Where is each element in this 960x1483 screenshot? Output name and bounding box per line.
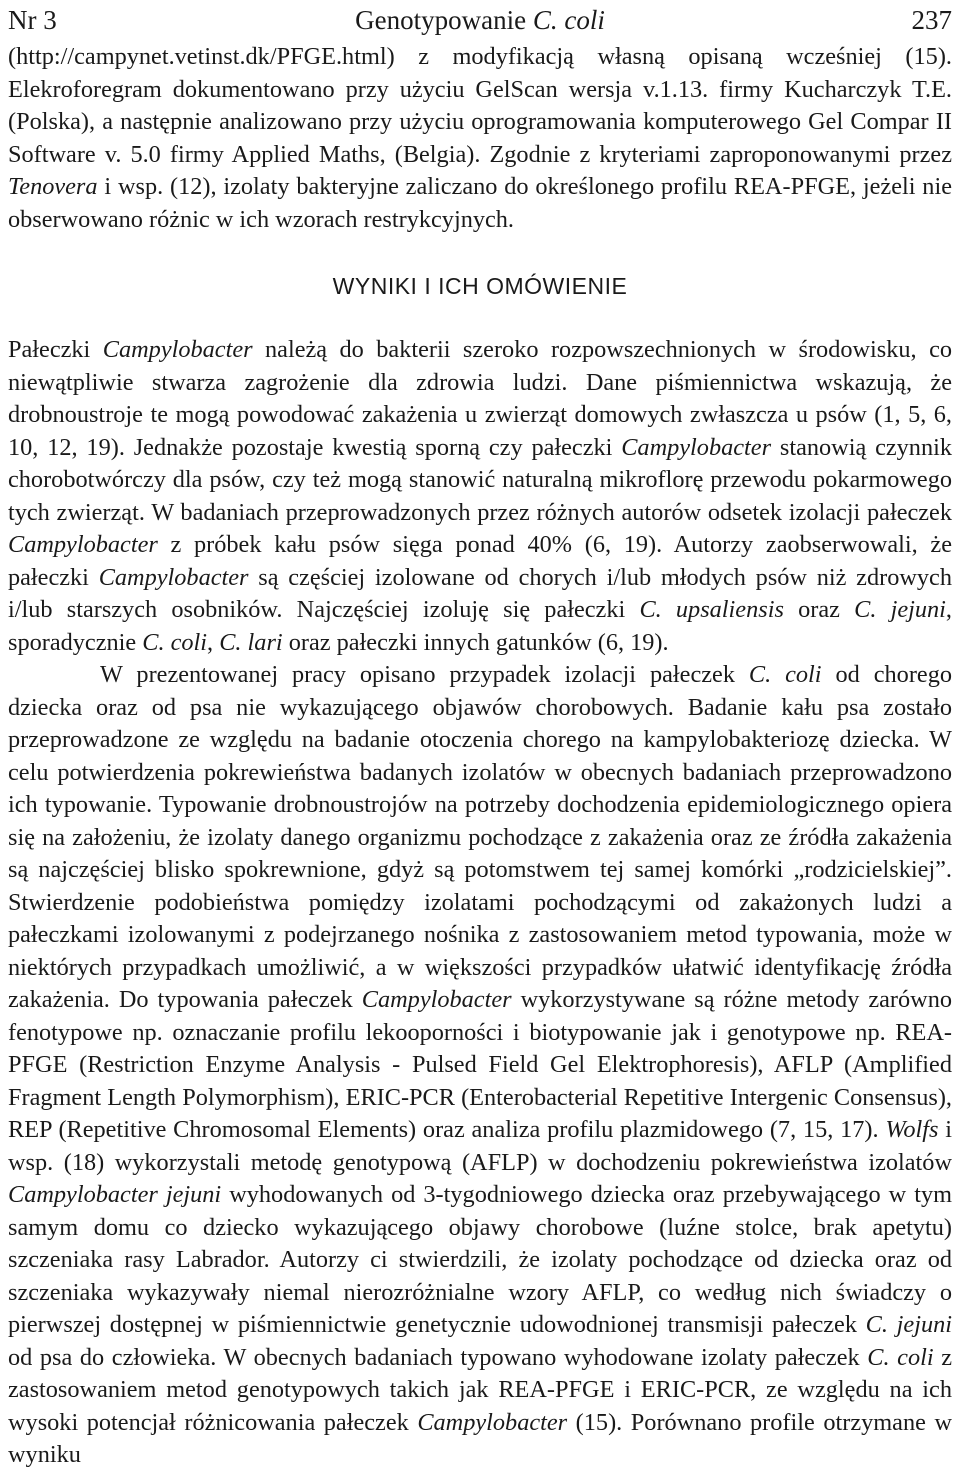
text-run: , [207, 628, 220, 656]
text-run: wyhodowanych od 3-tygodniowego dziecka oraz przebywającego w tym samym domu co dziecko wykazującego objawy chorobowe (luźne stolce, brak apetytu) szczeniaka rasy Labrador. Autorzy ci stwierdzili, że izolaty pochodzące od dziecka oraz od szczeniaka wykazywały niemal nierozróżnialne wzory AFLP, co według nich świadczy o pierwszej dostępnej w piśmiennictwie genetycznie udowodnionej transmisji pałeczek [8, 1181, 952, 1338]
italic-author: Tenovera [8, 173, 98, 200]
section-heading-results: WYNIKI I ICH OMÓWIENIE [332, 272, 628, 299]
text-run: W prezentowanej pracy opisano przypadek izolacji pałeczek [100, 661, 749, 688]
italic-taxon: C. coli [748, 661, 822, 688]
text-run: oraz [783, 596, 855, 623]
issue-number: Nr 3 [8, 5, 57, 35]
running-title-species: C. coli [532, 5, 605, 35]
text-run: wykorzystywane są różne metody zarówno fenotypowe np. oznaczanie profilu lekooporności i biotypowanie jak i genotypowe np. REA-PFGE (Restriction Enzyme Analysis - Pulsed Field Gel Elektrophoresis), AFLP (Amplified Fragment Length Polymorphism), ERIC-PCR (Enterobacterial Repetitive Intergenic Consensus), REP (Repetitive Chromosomal Elements) oraz analiza profilu plazmidowego (7, 15, 17). [8, 986, 953, 1143]
text-run: od chorego dziecka oraz od psa nie wykazującego objawów chorobowych. Badanie kału psa zostało przeprowadzone ze względu na badanie otoczenia chorego na kampylobakteriozę dziecka. W celu potwierdzenia pokrewieństwa badanych izolatów w obecnych badaniach przeprowadzono ich typowanie. Typowanie drobnoustrojów na potrzeby dochodzenia epidemiologicznego opiera się na założeniu, że izolaty danego organizmu pochodzące z zakażenia oraz ze źródła zakażenia są najczęściej blisko spokrewnione, gdyż są potomstwem tej samej komórki „rodzicielskiej”. Stwierdzenie podobieństwa pomiędzy izolatami pochodzącymi od zakażonych ludzi a pałeczkami izolowanymi z podejrzanego nośnika z zastosowaniem metod typowania, może w niektórych przypadkach umożliwić, a w większości przypadków ułatwić identyfikację źródła zakażenia. Do typowania pałeczek [8, 661, 952, 1013]
italic-taxon: C. coli [142, 628, 208, 656]
italic-taxon: Campylobacter [621, 433, 772, 461]
italic-taxon: C. jejuni [865, 1311, 952, 1338]
results-paragraph-2 [8, 659, 952, 1472]
page-number: 237 [911, 5, 952, 35]
methods-paragraph [8, 41, 952, 236]
results-paragraph-1 [8, 334, 952, 659]
text-run: z próbek kału psów sięga ponad 40% (6, 19). Autorzy zaobserwowali, że pałeczki [8, 531, 952, 591]
italic-taxon: C. jejuni [854, 596, 946, 623]
italic-taxon: C. lari [219, 628, 283, 656]
italic-taxon: C. coli [867, 1343, 934, 1371]
italic-taxon: Campylobacter [102, 336, 253, 363]
italic-taxon: Campylobacter [361, 986, 512, 1013]
italic-taxon: Campylobacter jejuni [8, 1181, 222, 1208]
text-run: należą do bakterii szeroko rozpowszechnionych w środowisku, co niewątpliwie stwarza zagrożenie dla zdrowia ludzi. Dane piśmiennictwa wskazują, że drobnoustroje te mogą powodować zakażenia u zwierząt domowych zwłaszcza u psów (1, 5, 6, 10, 12, 19). Jednakże pozostaje kwestią sporną czy pałeczki [8, 336, 953, 461]
italic-taxon: Campylobacter [98, 563, 249, 591]
text-run: są częściej izolowane od chorych i/lub młodych psów niż zdrowych i/lub starszych osobników. Najczęściej izoluję się pałeczki [8, 563, 952, 623]
text-run: oraz pałeczki innych gatunków (6, 19). [282, 628, 669, 656]
text-run: , sporadycznie [8, 596, 952, 656]
italic-taxon: C. upsaliensis [639, 596, 784, 623]
italic-taxon: Campylobacter [8, 531, 158, 558]
text-run: i wsp. (18) wykorzystali metodę genotypową (AFLP) w dochodzeniu pokrewieństwa izolatów [8, 1116, 953, 1176]
text-run: stanowią czynnik chorobotwórczy dla psów, czy też mogą stanowić naturalną mikroflorę przewodu pokarmowego tych zwierząt. W badaniach przeprowadzonych przez różnych autorów odsetek izolacji pałeczek [8, 433, 952, 526]
running-header [8, 2, 952, 42]
italic-taxon: Campylobacter [417, 1408, 568, 1436]
text-run: Pałeczki [8, 336, 103, 363]
text-run: z zastosowaniem metod genotypowych takich jak REA-PFGE i ERIC-PCR, ze względu na ich wysoki potencjał różnicowania pałeczek [8, 1343, 952, 1436]
article-body [8, 41, 952, 1472]
text-run: (http://campynet.vetinst.dk/PFGE.html) z modyfikacją własną opisaną wcześniej (15). Elekroforegram dokumentowano przy użyciu GelScan wersja v.1.13. firmy Kucharczyk T.E. (Polska), a następnie analizowano przy użyciu oprogramowania komputerowego Gel Compar II Software v. 5.0 firmy Applied Maths, (Belgia). Zgodnie z kryteriami zaproponowanymi przez [8, 43, 952, 168]
running-title-text: Genotypowanie [355, 5, 533, 35]
text-run: (15). Porównano profile otrzymane w wyniku [8, 1408, 952, 1468]
text-run: i wsp. (12), izolaty bakteryjne zaliczano do określonego profilu REA-PFGE, jeżeli nie obserwowano różnic w ich wzorach restrykcyjnych. [8, 173, 952, 233]
running-title [8, 2, 952, 38]
italic-author: Wolfs [885, 1116, 939, 1143]
text-run: od psa do człowieka. W obecnych badaniach typowano wyhodowane izolaty pałeczek [8, 1343, 868, 1371]
